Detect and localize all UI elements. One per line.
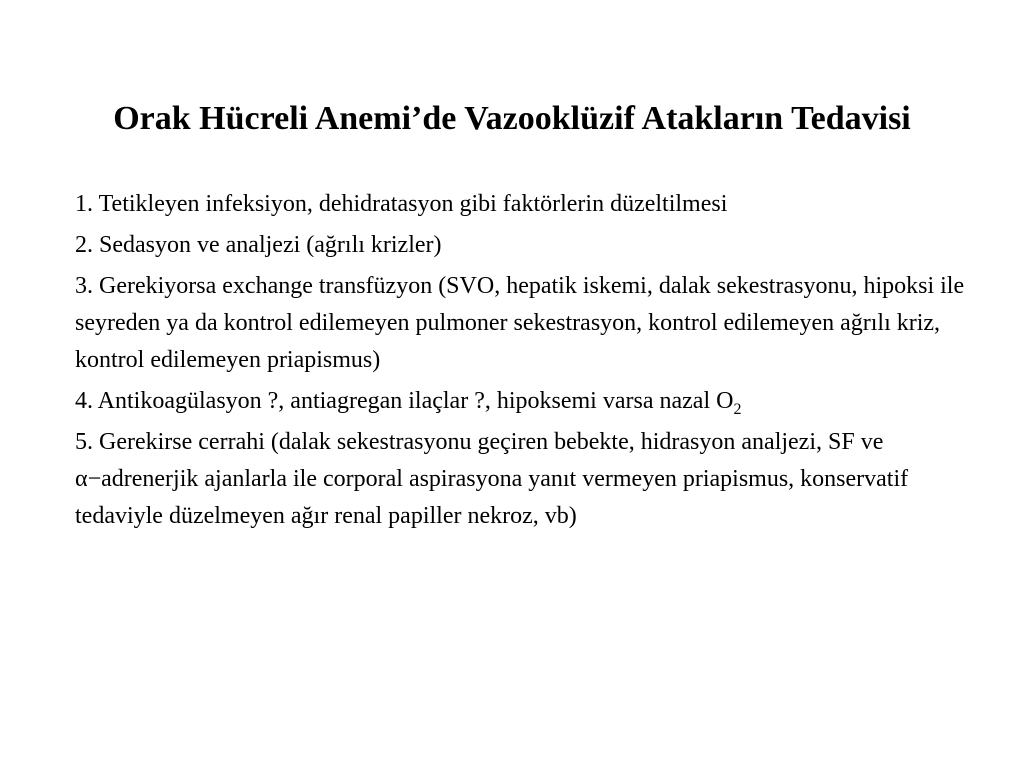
list-item (75, 383, 965, 420)
slide-title: Orak Hücreli Anemi’de Vazooklüzif Atakların Tedavisi (113, 100, 911, 137)
list-item-text: 3. Gerekiyorsa exchange transfüzyon (SVO, hepatik iskemi, dalak sekestrasyonu, hipoksi ile seyreden ya da kontrol edilemeyen pulmoner sekestrasyon, kontrol edilemeyen ağrılı kriz, kontrol edilemeyen priapismus) (75, 273, 965, 373)
list-item (75, 424, 965, 535)
list-item (75, 227, 965, 264)
oxygen-subscript: 2 (733, 401, 742, 418)
treatment-list (75, 186, 965, 539)
list-item-text: 1. Tetikleyen infeksiyon, dehidratasyon gibi faktörlerin düzeltilmesi (75, 191, 728, 217)
list-item-text: 4. Antikoagülasyon ?, antiagregan ilaçlar ?, hipoksemi varsa nazal O (75, 388, 734, 414)
list-item (75, 186, 965, 223)
list-item-text: 2. Sedasyon ve analjezi (ağrılı krizler) (75, 232, 442, 258)
list-item (75, 268, 965, 379)
list-item-text: 5. Gerekirse cerrahi (dalak sekestrasyonu geçiren bebekte, hidrasyon analjezi, SF ve α−adrenerjik ajanlarla ile corporal aspirasyona yanıt vermeyen priapismus, konservatif tedaviyle düzelmeyen ağır renal papiller nekroz, vb) (75, 429, 909, 529)
